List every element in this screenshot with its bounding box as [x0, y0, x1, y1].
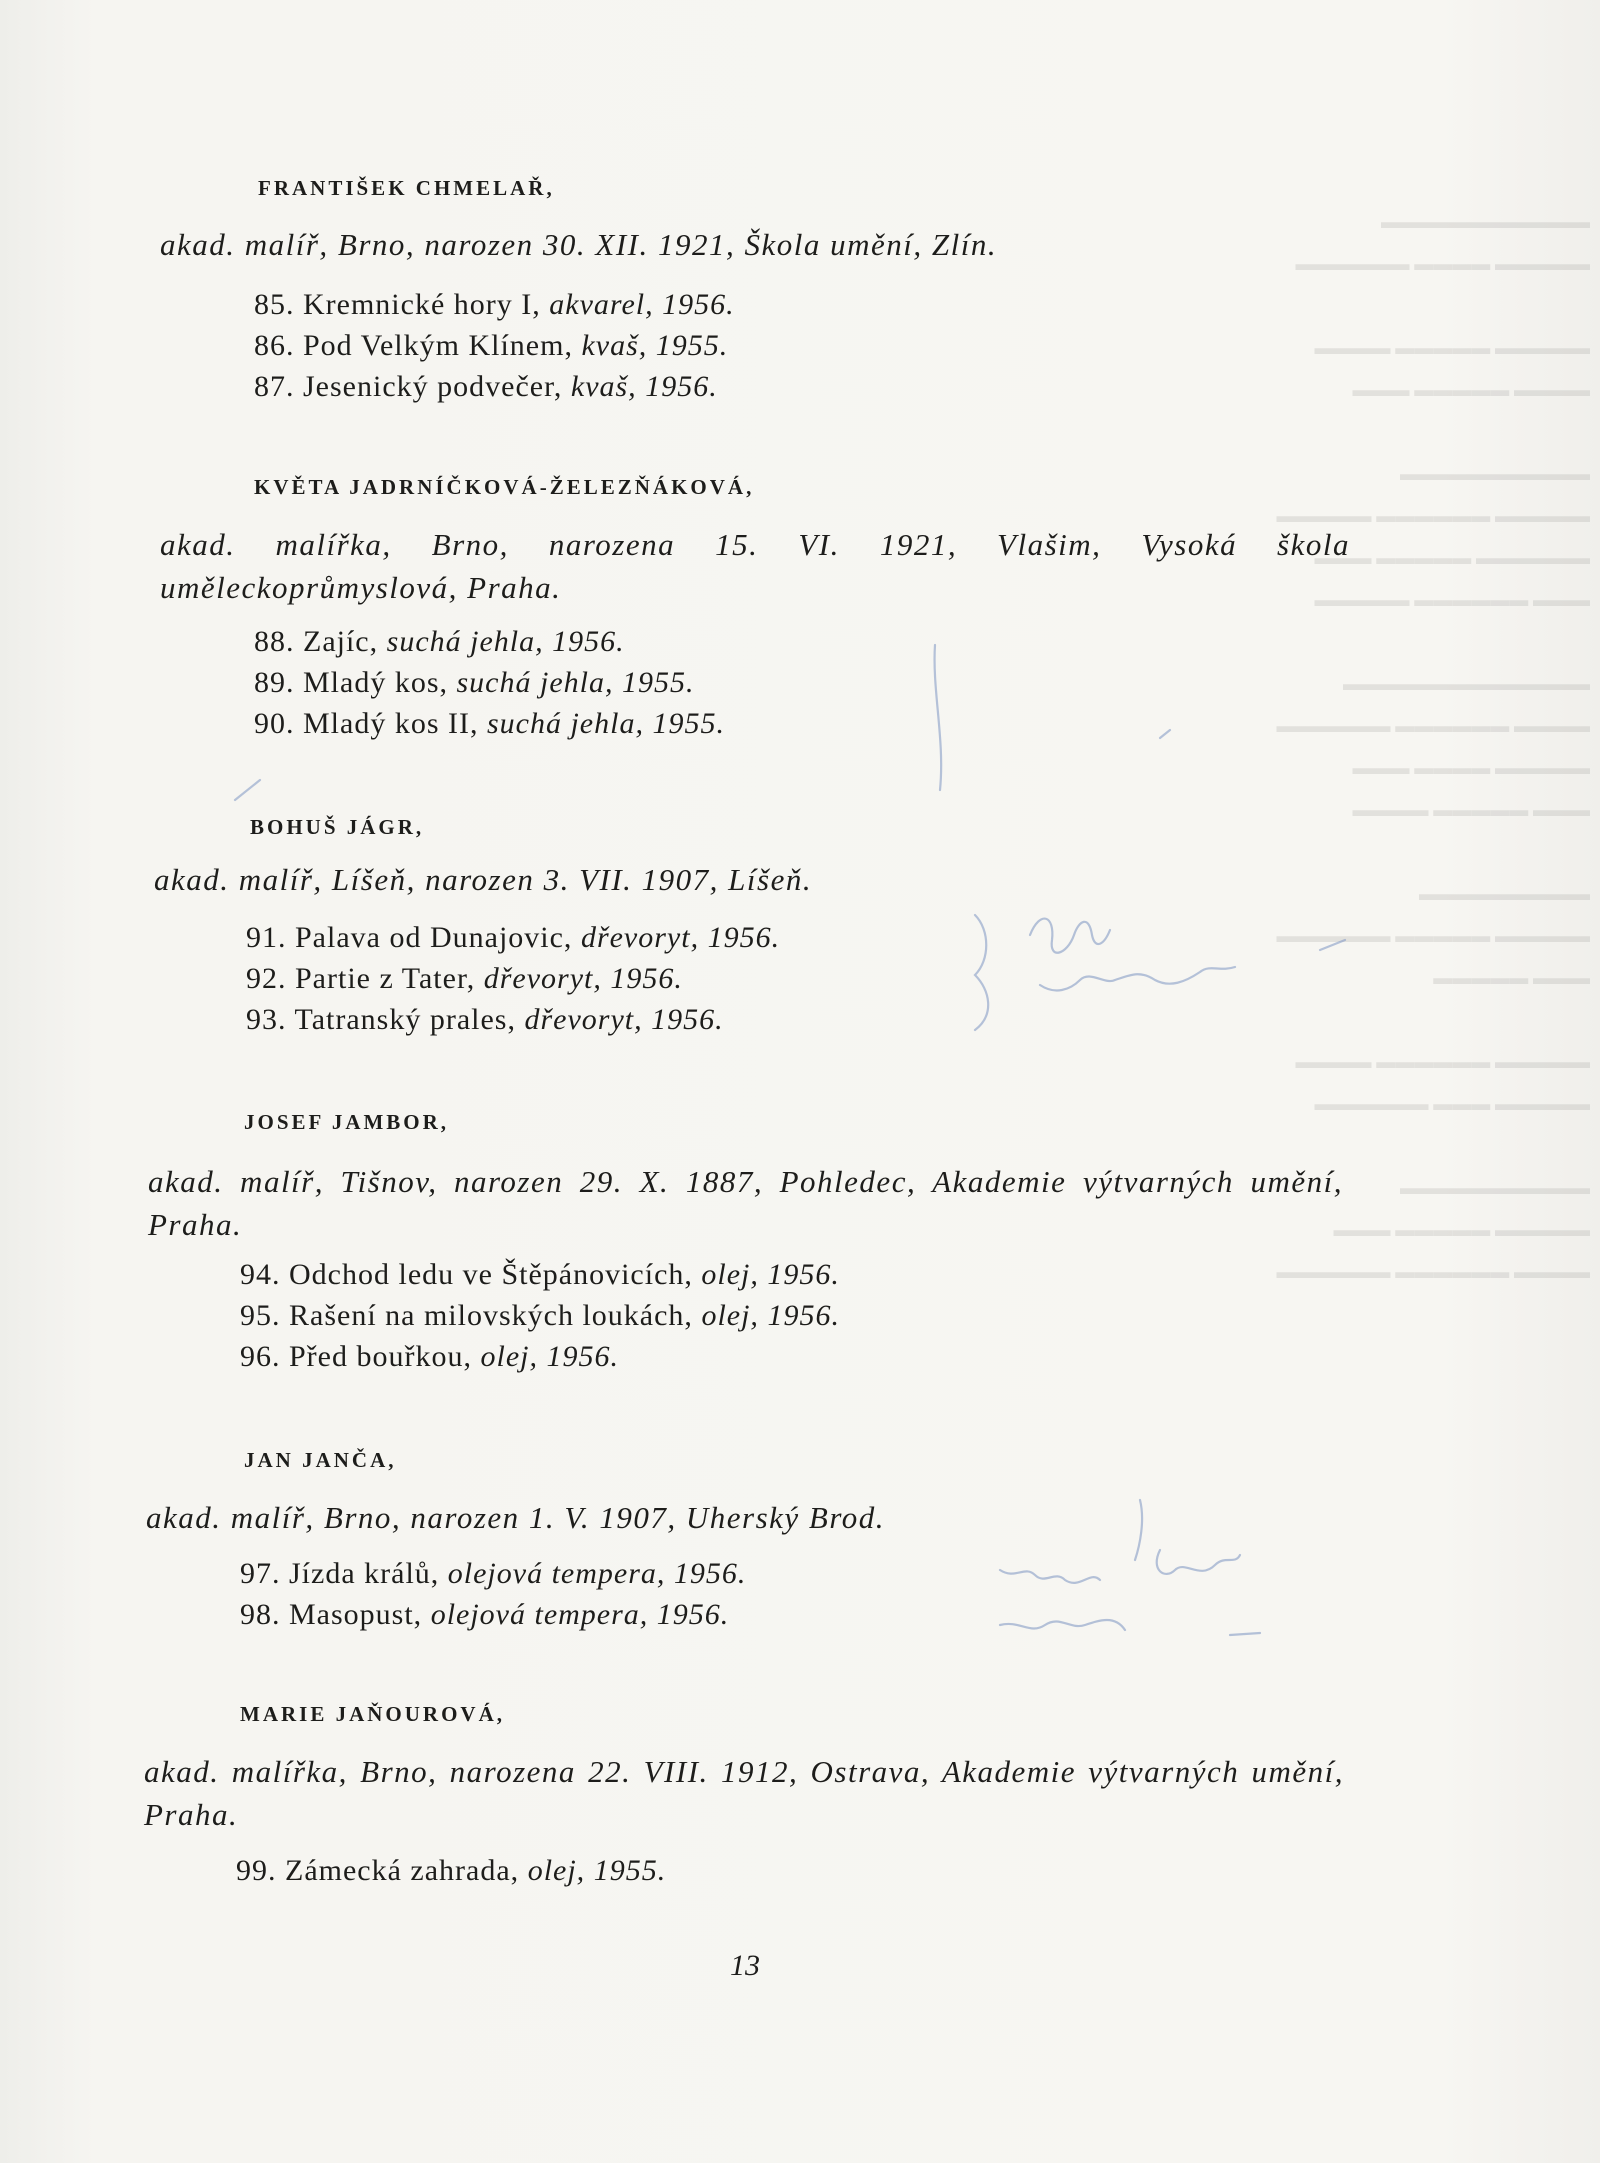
- work-technique: olejová tempera,: [430, 1598, 649, 1631]
- work-technique: olej,: [701, 1258, 759, 1291]
- work-year: 1955.: [652, 707, 725, 740]
- work-title: Rašení na milovských loukách,: [289, 1299, 693, 1332]
- works-list: [254, 621, 725, 744]
- work-number: 93.: [246, 1003, 287, 1036]
- work-item: [254, 284, 735, 325]
- work-title: Zámecká zahrada,: [285, 1854, 520, 1887]
- work-item: [240, 1553, 746, 1594]
- work-number: 90.: [254, 707, 295, 740]
- works-list: [240, 1254, 840, 1377]
- artist-name: JAN JANČA,: [244, 1448, 397, 1472]
- artist-info: akad. malířka, Brno, narozena 15. VI. 1921, Vlašim, Vysoká škola uměleckoprůmyslová, Praha.: [160, 527, 1350, 605]
- work-item: [240, 1254, 840, 1295]
- work-number: 97.: [240, 1557, 281, 1590]
- work-technique: kvaš,: [570, 370, 637, 403]
- work-year: 1956.: [651, 1003, 724, 1036]
- work-title: Mladý kos,: [303, 666, 448, 699]
- works-list: [236, 1850, 666, 1891]
- work-item: [254, 703, 725, 744]
- work-number: 87.: [254, 370, 295, 403]
- artist-name: MARIE JAŇOUROVÁ,: [240, 1702, 505, 1726]
- work-number: 99.: [236, 1854, 277, 1887]
- work-item: [246, 999, 780, 1040]
- work-year: 1956.: [610, 962, 683, 995]
- work-number: 95.: [240, 1299, 281, 1332]
- work-year: 1956.: [767, 1258, 840, 1291]
- work-title: Tatranský prales,: [294, 1003, 516, 1036]
- work-title: Zajíc,: [303, 625, 379, 658]
- work-title: Před bouřkou,: [289, 1340, 472, 1373]
- work-year: 1955.: [593, 1854, 667, 1887]
- work-technique: suchá jehla,: [456, 666, 614, 699]
- work-technique: suchá jehla,: [386, 625, 544, 658]
- work-title: Jesenický podvečer,: [303, 370, 563, 403]
- work-technique: olej,: [527, 1854, 586, 1887]
- work-item: [240, 1594, 746, 1635]
- work-number: 94.: [240, 1258, 281, 1291]
- work-technique: dřevoryt,: [483, 962, 602, 995]
- work-title: Jízda králů,: [289, 1557, 440, 1590]
- work-title: Pod Velkým Klínem,: [303, 329, 573, 362]
- artist-name: FRANTIŠEK CHMELAŘ,: [258, 176, 555, 200]
- work-year: 1956.: [552, 625, 625, 658]
- artist-info: akad. malíř, Líšeň, narozen 3. VII. 1907, Líšeň.: [154, 862, 813, 897]
- work-technique: suchá jehla,: [486, 707, 644, 740]
- work-item: [240, 1336, 840, 1377]
- work-title: Masopust,: [289, 1598, 423, 1631]
- work-technique: kvaš,: [581, 329, 648, 362]
- work-number: 96.: [240, 1340, 281, 1373]
- artist-info: akad. malířka, Brno, narozena 22. VIII. 1912, Ostrava, Akademie výtvarných umění, Praha.: [144, 1754, 1344, 1832]
- work-item: [246, 958, 780, 999]
- page-number: 13: [730, 1949, 760, 1982]
- works-list: [240, 1553, 746, 1635]
- artist-info: akad. malíř, Brno, narozen 1. V. 1907, Uherský Brod.: [146, 1500, 886, 1535]
- work-year: 1956.: [673, 1557, 747, 1590]
- work-year: 1956.: [767, 1299, 840, 1332]
- work-year: 1955.: [621, 666, 695, 699]
- work-item: [240, 1295, 840, 1336]
- work-technique: dřevoryt,: [580, 921, 700, 954]
- work-title: Kremnické hory I,: [303, 288, 541, 321]
- artist-info: akad. malíř, Tišnov, narozen 29. X. 1887, Pohledec, Akademie výtvarných umění, Praha.: [148, 1164, 1343, 1242]
- work-technique: dřevoryt,: [524, 1003, 643, 1036]
- work-number: 89.: [254, 666, 295, 699]
- work-technique: akvarel,: [549, 288, 654, 321]
- work-item: [254, 662, 725, 703]
- work-title: Partie z Tater,: [295, 962, 476, 995]
- works-list: [246, 917, 780, 1040]
- work-year: 1956.: [662, 288, 735, 321]
- work-item: [254, 621, 725, 662]
- work-number: 92.: [246, 962, 287, 995]
- artist-name: JOSEF JAMBOR,: [244, 1110, 450, 1134]
- work-item: [236, 1850, 666, 1891]
- artist-info: akad. malíř, Brno, narozen 30. XII. 1921, Škola umění, Zlín.: [160, 227, 998, 262]
- work-item: [254, 325, 735, 366]
- work-number: 98.: [240, 1598, 281, 1631]
- bleed-through-text: ▬▬▬▬▬▬▬▬▬▬▬ ▬▬▬▬▬ ▬▬▬▬ ▬▬▬▬▬▬ ▬▬▬▬▬ ▬▬▬▬▬ ▬▬▬▬ ▬▬▬▬ ▬▬▬▬▬ ▬▬▬ ▬▬▬▬▬▬▬▬▬▬ ▬▬▬▬▬ ▬▬▬▬▬▬ ▬▬▬▬▬ ▬▬▬▬▬▬ ▬▬▬▬▬ ▬▬▬ ▬▬▬ ▬▬▬▬▬▬ ▬▬▬▬▬ ▬▬▬▬▬▬▬▬▬▬▬▬▬ ▬▬▬▬ ▬▬▬▬▬▬ ▬▬▬▬▬▬ ▬▬▬▬▬ ▬▬▬▬ ▬▬▬ ▬▬▬ ▬▬▬▬▬ ▬▬▬▬ ▬▬▬▬▬▬▬▬▬ ▬▬▬▬▬ ▬▬▬▬▬ ▬▬▬▬▬▬ ▬▬▬ ▬▬▬▬▬ ▬▬▬▬▬ ▬▬▬▬▬▬ ▬▬▬▬ ▬▬▬▬▬ ▬▬▬ ▬▬▬▬▬▬ ▬▬▬▬▬▬▬▬▬▬ ▬▬▬▬▬ ▬▬▬▬▬ ▬▬▬ ▬▬▬▬ ▬▬▬▬▬▬ ▬▬▬▬▬▬: [1276, 212, 1590, 1283]
- work-year: 1956.: [645, 370, 718, 403]
- works-list: [254, 284, 735, 407]
- work-title: Odchod ledu ve Štěpánovicích,: [289, 1258, 693, 1291]
- work-technique: olej,: [701, 1299, 759, 1332]
- work-technique: olejová tempera,: [447, 1557, 666, 1590]
- work-year: 1956.: [546, 1340, 619, 1373]
- work-title: Mladý kos II,: [303, 707, 479, 740]
- artist-name: BOHUŠ JÁGR,: [250, 815, 425, 839]
- work-number: 85.: [254, 288, 295, 321]
- work-title: Palava od Dunajovic,: [295, 921, 573, 954]
- work-year: 1956.: [656, 1598, 730, 1631]
- work-item: [246, 917, 780, 958]
- work-number: 91.: [246, 921, 287, 954]
- work-technique: olej,: [480, 1340, 538, 1373]
- work-item: [254, 366, 735, 407]
- work-number: 88.: [254, 625, 295, 658]
- work-year: 1955.: [655, 329, 729, 362]
- artist-name: KVĚTA JADRNÍČKOVÁ-ŽELEZŇÁKOVÁ,: [254, 475, 755, 499]
- work-year: 1956.: [707, 921, 781, 954]
- work-number: 86.: [254, 329, 295, 362]
